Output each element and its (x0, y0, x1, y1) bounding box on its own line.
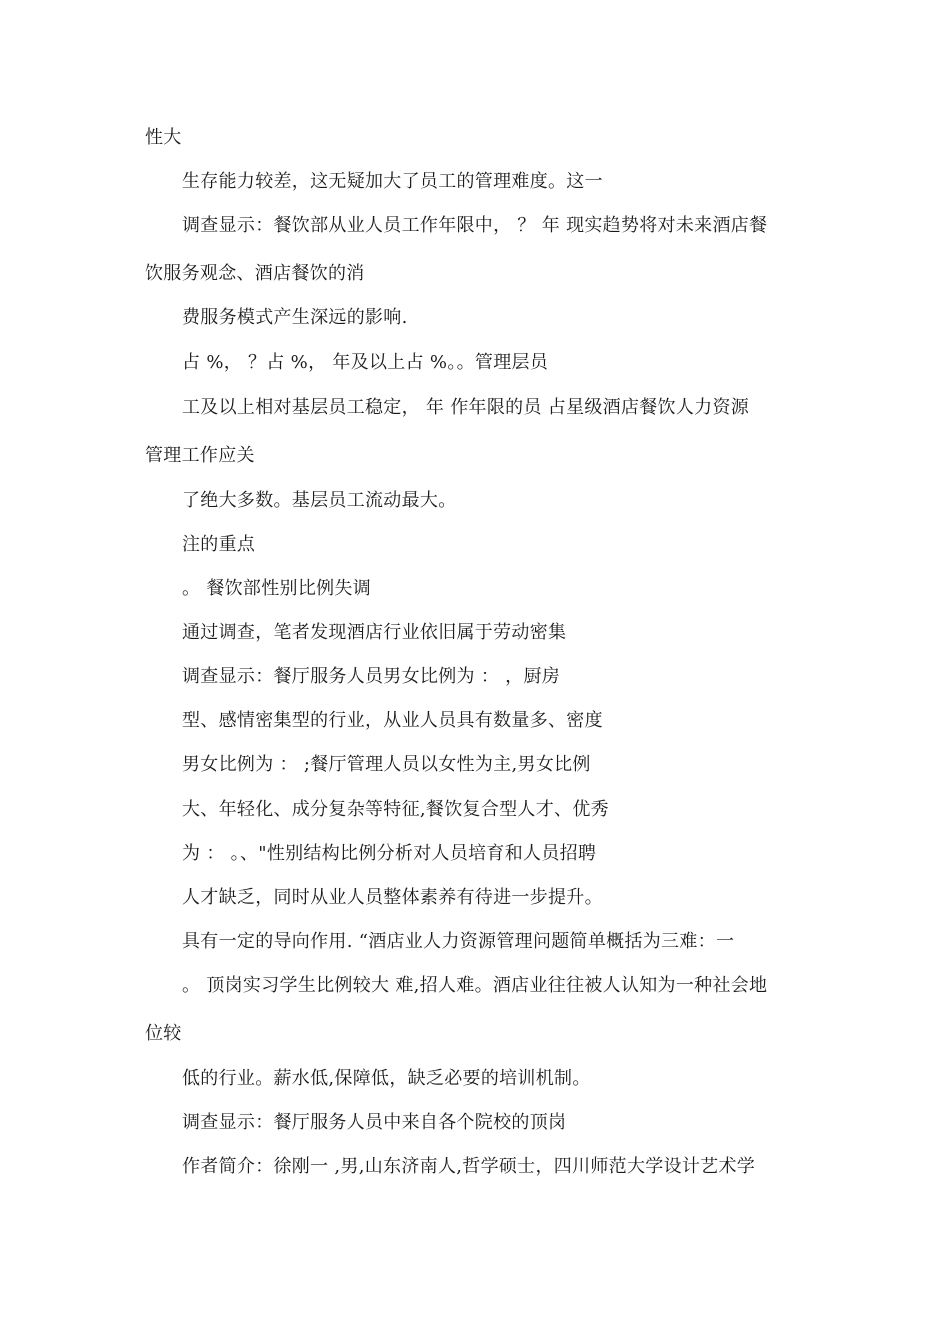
text-line: 管理工作应关 (145, 445, 255, 466)
text-line: 调查显示：餐厅服务人员男女比例为 ： ，厨房 (182, 666, 561, 687)
text-line: 。 顶岗实习学生比例较大 难,招人难。酒店业往往被人认知为一种社会地 (182, 975, 768, 996)
text-line: 性大 (145, 127, 182, 148)
text-line: 工及以上相对基层员工稳定， 年 作年限的员 占星级酒店餐饮人力资源 (182, 397, 750, 418)
text-line: 占 %， ？占 %， 年及以上占 %。。管理层员 (182, 352, 549, 373)
text-line: 。 餐饮部性别比例失调 (182, 578, 372, 599)
text-line: 为 ： 。、"性别结构比例分析对人员培育和人员招聘 (182, 843, 597, 864)
text-line: 了绝大多数。基层员工流动最大。 (182, 490, 457, 511)
text-line: 作者简介：徐刚一 ,男,山东济南人,哲学硕士，四川师范大学设计艺术学 (182, 1156, 756, 1177)
text-line: 型、感情密集型的行业，从业人员具有数量多、密度 (182, 710, 603, 731)
text-line: 位较 (145, 1023, 182, 1044)
text-line: 注的重点 (182, 534, 256, 555)
text-line: 生存能力较差，这无疑加大了员工的管理难度。这一 (182, 171, 603, 192)
text-line: 低的行业。薪水低,保障低，缺乏必要的培训机制。 (182, 1068, 591, 1089)
text-line: 具有一定的导向作用. “酒店业人力资源管理问题简单概括为三难：一 (182, 931, 735, 952)
text-line: 通过调查，笔者发现酒店行业依旧属于劳动密集 (182, 622, 567, 643)
text-line: 调查显示：餐饮部从业人员工作年限中， ？ 年 现实趋势将对未来酒店餐 (182, 215, 768, 236)
text-line: 调查显示：餐厅服务人员中来自各个院校的顶岗 (182, 1112, 567, 1133)
text-line: 费服务模式产生深远的影响. (182, 307, 408, 328)
text-line: 男女比例为 ： ;餐厅管理人员以女性为主,男女比例 (182, 754, 591, 775)
text-line: 饮服务观念、酒店餐饮的消 (145, 263, 365, 284)
text-line: 大、年轻化、成分复杂等特征,餐饮复合型人才、优秀 (182, 799, 609, 820)
text-line: 人才缺乏，同时从业人员整体素养有待进一步提升。 (182, 887, 603, 908)
